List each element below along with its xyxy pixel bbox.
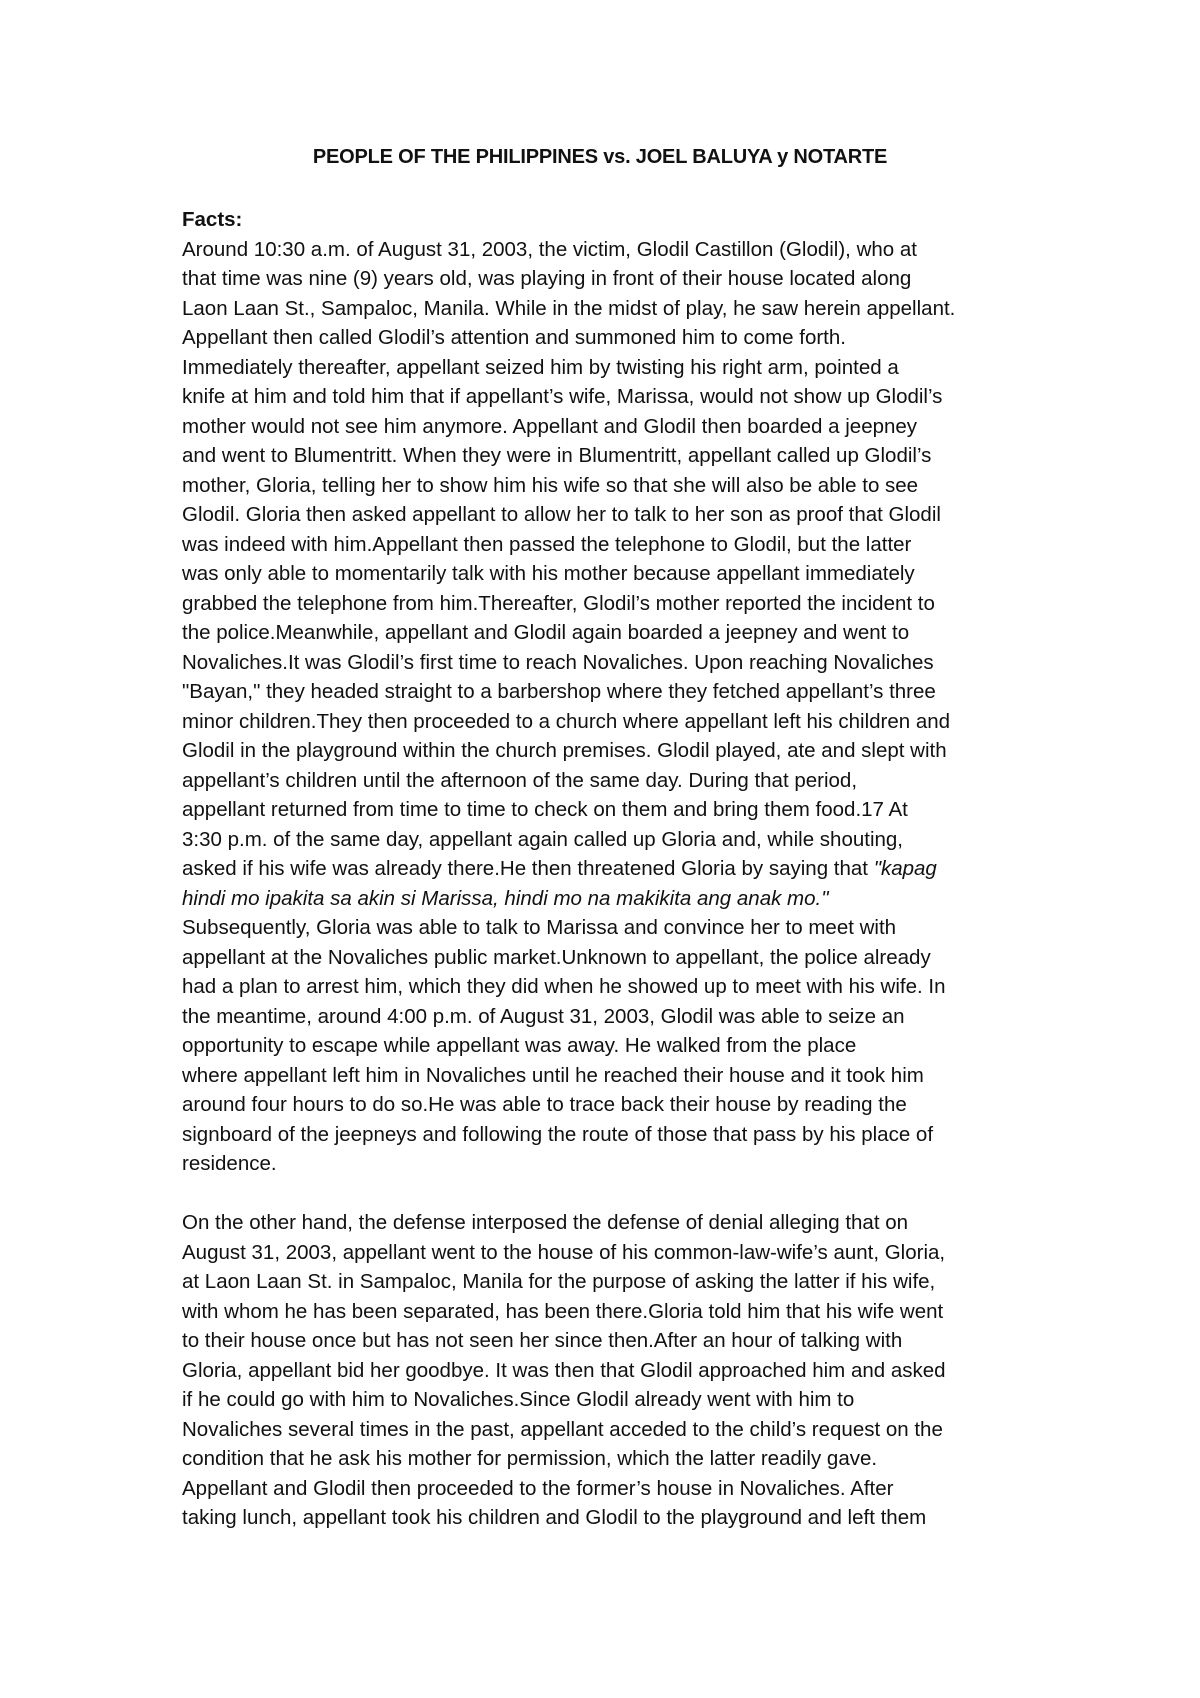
document-body — [182, 205, 1032, 1533]
text-line: condition that he ask his mother for permission, which the latter readily gave. — [182, 1447, 878, 1470]
text-line: Around 10:30 a.m. of August 31, 2003, the victim, Glodil Castillon (Glodil), who at — [182, 237, 917, 261]
text-line: Novaliches several times in the past, appellant acceded to the child’s request on the — [182, 1417, 943, 1441]
text-line: at Laon Laan St. in Sampaloc, Manila for the purpose of asking the latter if his wife, — [182, 1270, 936, 1293]
text-line: the meantime, around 4:00 p.m. of August 31, 2003, Glodil was able to seize an — [182, 1004, 905, 1028]
threat-line-lead: asked if his wife was already there.He then threatened Gloria by saying that — [182, 857, 874, 880]
text-line: was only able to momentarily talk with his mother because appellant immediately — [182, 562, 915, 585]
text-line: where appellant left him in Novaliches until he reached their house and it took him — [182, 1063, 924, 1087]
threat-quote-start: "kapag — [873, 857, 937, 880]
text-line: Appellant and Glodil then proceeded to the former’s house in Novaliches. After — [182, 1476, 894, 1500]
text-line: grabbed the telephone from him.Thereafter, Glodil’s mother reported the incident to — [182, 591, 935, 615]
text-line: around four hours to do so.He was able to trace back their house by reading the — [182, 1093, 907, 1116]
facts-paragraph — [182, 235, 1032, 1179]
text-line: Glodil in the playground within the church premises. Glodil played, ate and slept with — [182, 739, 947, 762]
text-line: residence. — [182, 1152, 277, 1175]
paragraph-gap — [182, 1179, 1032, 1209]
threat-quote-cont: hindi mo ipakita sa akin si Marissa, hindi mo na makikita ang anak mo." — [182, 886, 829, 910]
threat-line — [182, 854, 1032, 884]
facts-heading: Facts: — [182, 208, 243, 231]
text-line: the police.Meanwhile, appellant and Glodil again boarded a jeepney and went to — [182, 621, 910, 644]
text-line: 3:30 p.m. of the same day, appellant again called up Gloria and, while shouting, — [182, 827, 903, 851]
text-line: On the other hand, the defense interposed the defense of denial alleging that on — [182, 1211, 909, 1234]
text-line: Subsequently, Gloria was able to talk to Marissa and convince her to meet with — [182, 916, 897, 939]
text-line: appellant’s children until the afternoon of the same day. During that period, — [182, 768, 858, 792]
text-line: Gloria, appellant bid her goodbye. It was then that Glodil approached him and asked — [182, 1358, 946, 1382]
text-line: Laon Laan St., Sampaloc, Manila. While in the midst of play, he saw herein appellant. — [182, 296, 956, 320]
text-line: to their house once but has not seen her since then.After an hour of talking with — [182, 1329, 903, 1352]
text-line: had a plan to arrest him, which they did when he showed up to meet with his wife. In — [182, 975, 946, 998]
document-title: PEOPLE OF THE PHILIPPINES vs. JOEL BALUYA y NOTARTE — [312, 146, 888, 168]
text-line: appellant at the Novaliches public market.Unknown to appellant, the police already — [182, 945, 931, 969]
text-line: if he could go with him to Novaliches.Since Glodil already went with him to — [182, 1388, 855, 1411]
text-line: "Bayan," they headed straight to a barbershop where they fetched appellant’s three — [182, 680, 936, 703]
text-line: appellant returned from time to time to check on them and bring them food.17 At — [182, 798, 908, 821]
text-line: mother, Gloria, telling her to show him his wife so that she will also be able to see — [182, 473, 919, 497]
text-line: and went to Blumentritt. When they were in Blumentritt, appellant called up Glodil’s — [182, 444, 932, 467]
text-line: was indeed with him.Appellant then passed the telephone to Glodil, but the latter — [182, 532, 912, 556]
text-line: taking lunch, appellant took his children and Glodil to the playground and left them — [182, 1506, 927, 1529]
defense-paragraph — [182, 1208, 1032, 1533]
text-line: mother would not see him anymore. Appellant and Glodil then boarded a jeepney — [182, 414, 918, 438]
text-line: opportunity to escape while appellant was away. He walked from the place — [182, 1034, 857, 1057]
text-line: with whom he has been separated, has been there.Gloria told him that his wife went — [182, 1299, 944, 1323]
text-line: August 31, 2003, appellant went to the house of his common-law-wife’s aunt, Gloria, — [182, 1240, 946, 1264]
text-line: signboard of the jeepneys and following the route of those that pass by his place of — [182, 1122, 934, 1146]
text-line: minor children.They then proceeded to a church where appellant left his children and — [182, 709, 951, 733]
text-line: Appellant then called Glodil’s attention and summoned him to come forth. — [182, 326, 846, 349]
text-line: Glodil. Gloria then asked appellant to allow her to talk to her son as proof that Glodil — [182, 503, 941, 526]
text-line: Immediately thereafter, appellant seized him by twisting his right arm, pointed a — [182, 355, 899, 379]
threat-quote-line — [182, 884, 1032, 914]
text-line: Novaliches.It was Glodil’s first time to reach Novaliches. Upon reaching Novaliches — [182, 650, 934, 674]
text-line: knife at him and told him that if appellant’s wife, Marissa, would not show up Glodil’s — [182, 385, 943, 408]
text-line: that time was nine (9) years old, was playing in front of their house located along — [182, 267, 912, 290]
